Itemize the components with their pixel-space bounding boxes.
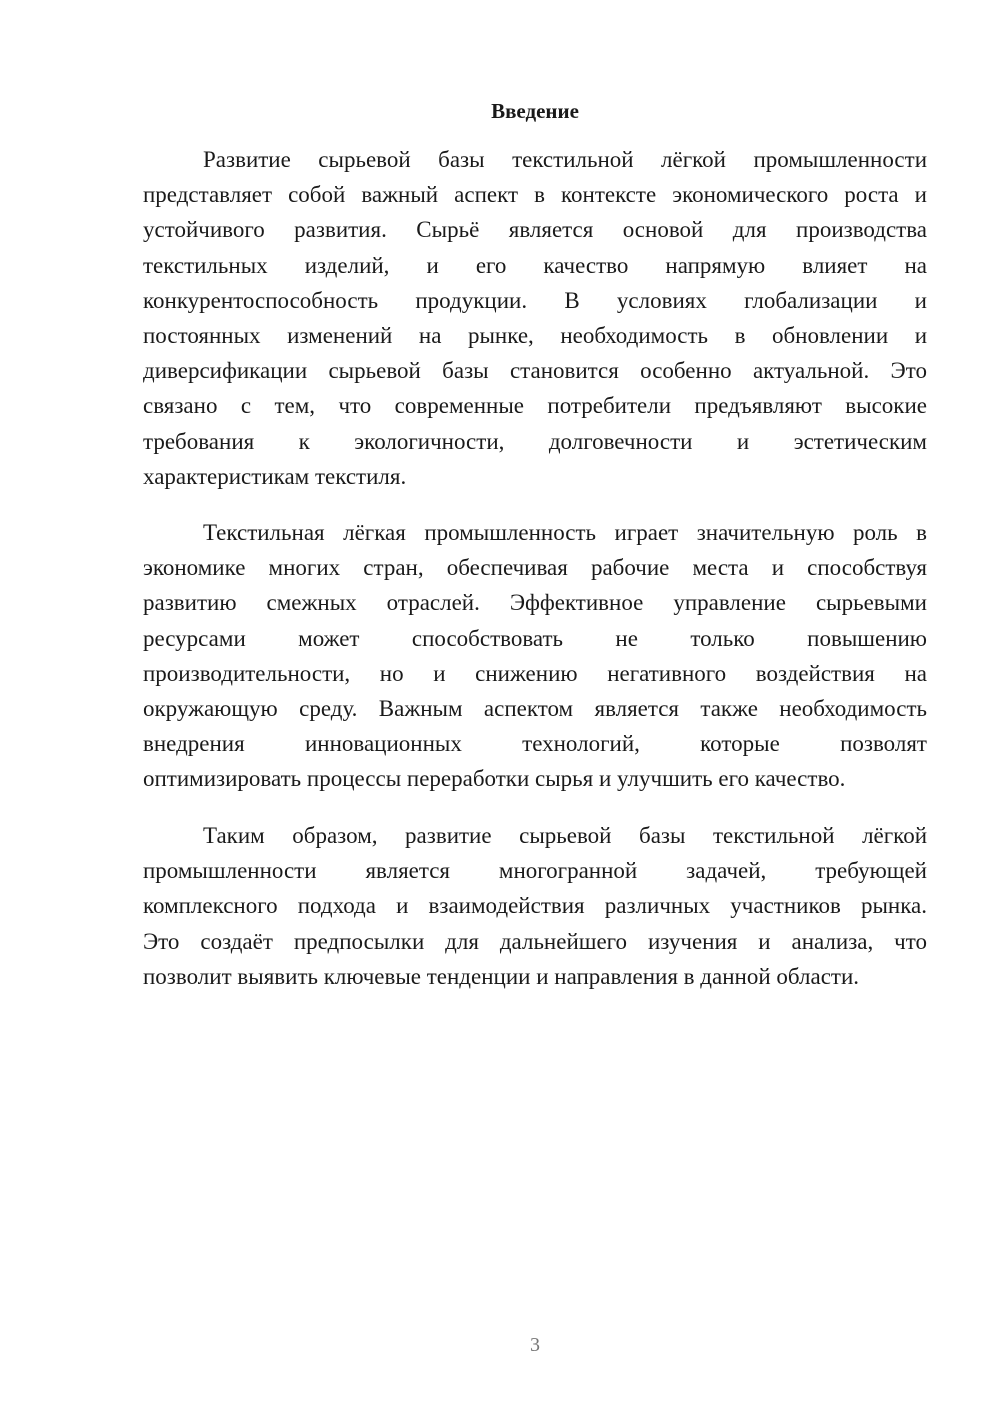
- text-line: связано с тем, что современные потребители предъявляют высокие: [143, 393, 927, 419]
- text-line: окружающую среду. Важным аспектом является также необходимость: [143, 695, 927, 721]
- text-line: диверсификации сырьевой базы становится особенно актуальной. Это: [143, 358, 927, 384]
- text-line: представляет собой важный аспект в контексте экономического роста и: [143, 182, 927, 208]
- text-line: комплексного подхода и взаимодействия различных участников рынка.: [143, 893, 927, 919]
- page-number: 3: [530, 1334, 540, 1356]
- text-line: Текстильная лёгкая промышленность играет значительную роль в: [203, 520, 927, 545]
- text-line: производительности, но и снижению негативного воздействия на: [143, 660, 927, 686]
- text-line: оптимизировать процессы переработки сырья и улучшить его качество.: [143, 766, 846, 792]
- paragraph-2: [143, 515, 927, 797]
- text-line: постоянных изменений на рынке, необходимость в обновлении и: [143, 322, 927, 348]
- text-line: Это создаёт предпосылки для дальнейшего изучения и анализа, что: [143, 928, 927, 954]
- text-line: развитию смежных отраслей. Эффективное управление сырьевыми: [143, 590, 927, 616]
- text-line: текстильных изделий, и его качество напрямую влияет на: [143, 252, 927, 278]
- text-line: промышленности является многогранной задачей, требующей: [143, 858, 927, 884]
- text-line: конкурентоспособность продукции. В условиях глобализации и: [143, 287, 927, 313]
- text-line: требования к экологичности, долговечности и эстетическим: [143, 428, 927, 454]
- text-line: устойчивого развития. Сырьё является основой для производства: [143, 217, 927, 243]
- text-line: внедрения инновационных технологий, которые позволят: [143, 731, 927, 757]
- text-line: ресурсами может способствовать не только повышению: [143, 625, 927, 651]
- paragraph-1: [143, 142, 927, 494]
- paragraph-3: [143, 818, 927, 994]
- section-heading: Введение: [491, 99, 579, 123]
- text-line: экономике многих стран, обеспечивая рабочие места и способствуя: [143, 555, 927, 581]
- text-line: Таким образом, развитие сырьевой базы текстильной лёгкой: [203, 823, 927, 848]
- text-line: позволит выявить ключевые тенденции и направления в данной области.: [143, 963, 860, 989]
- text-line: характеристикам текстиля.: [143, 463, 407, 489]
- text-line: Развитие сырьевой базы текстильной лёгкой промышленности: [203, 147, 927, 172]
